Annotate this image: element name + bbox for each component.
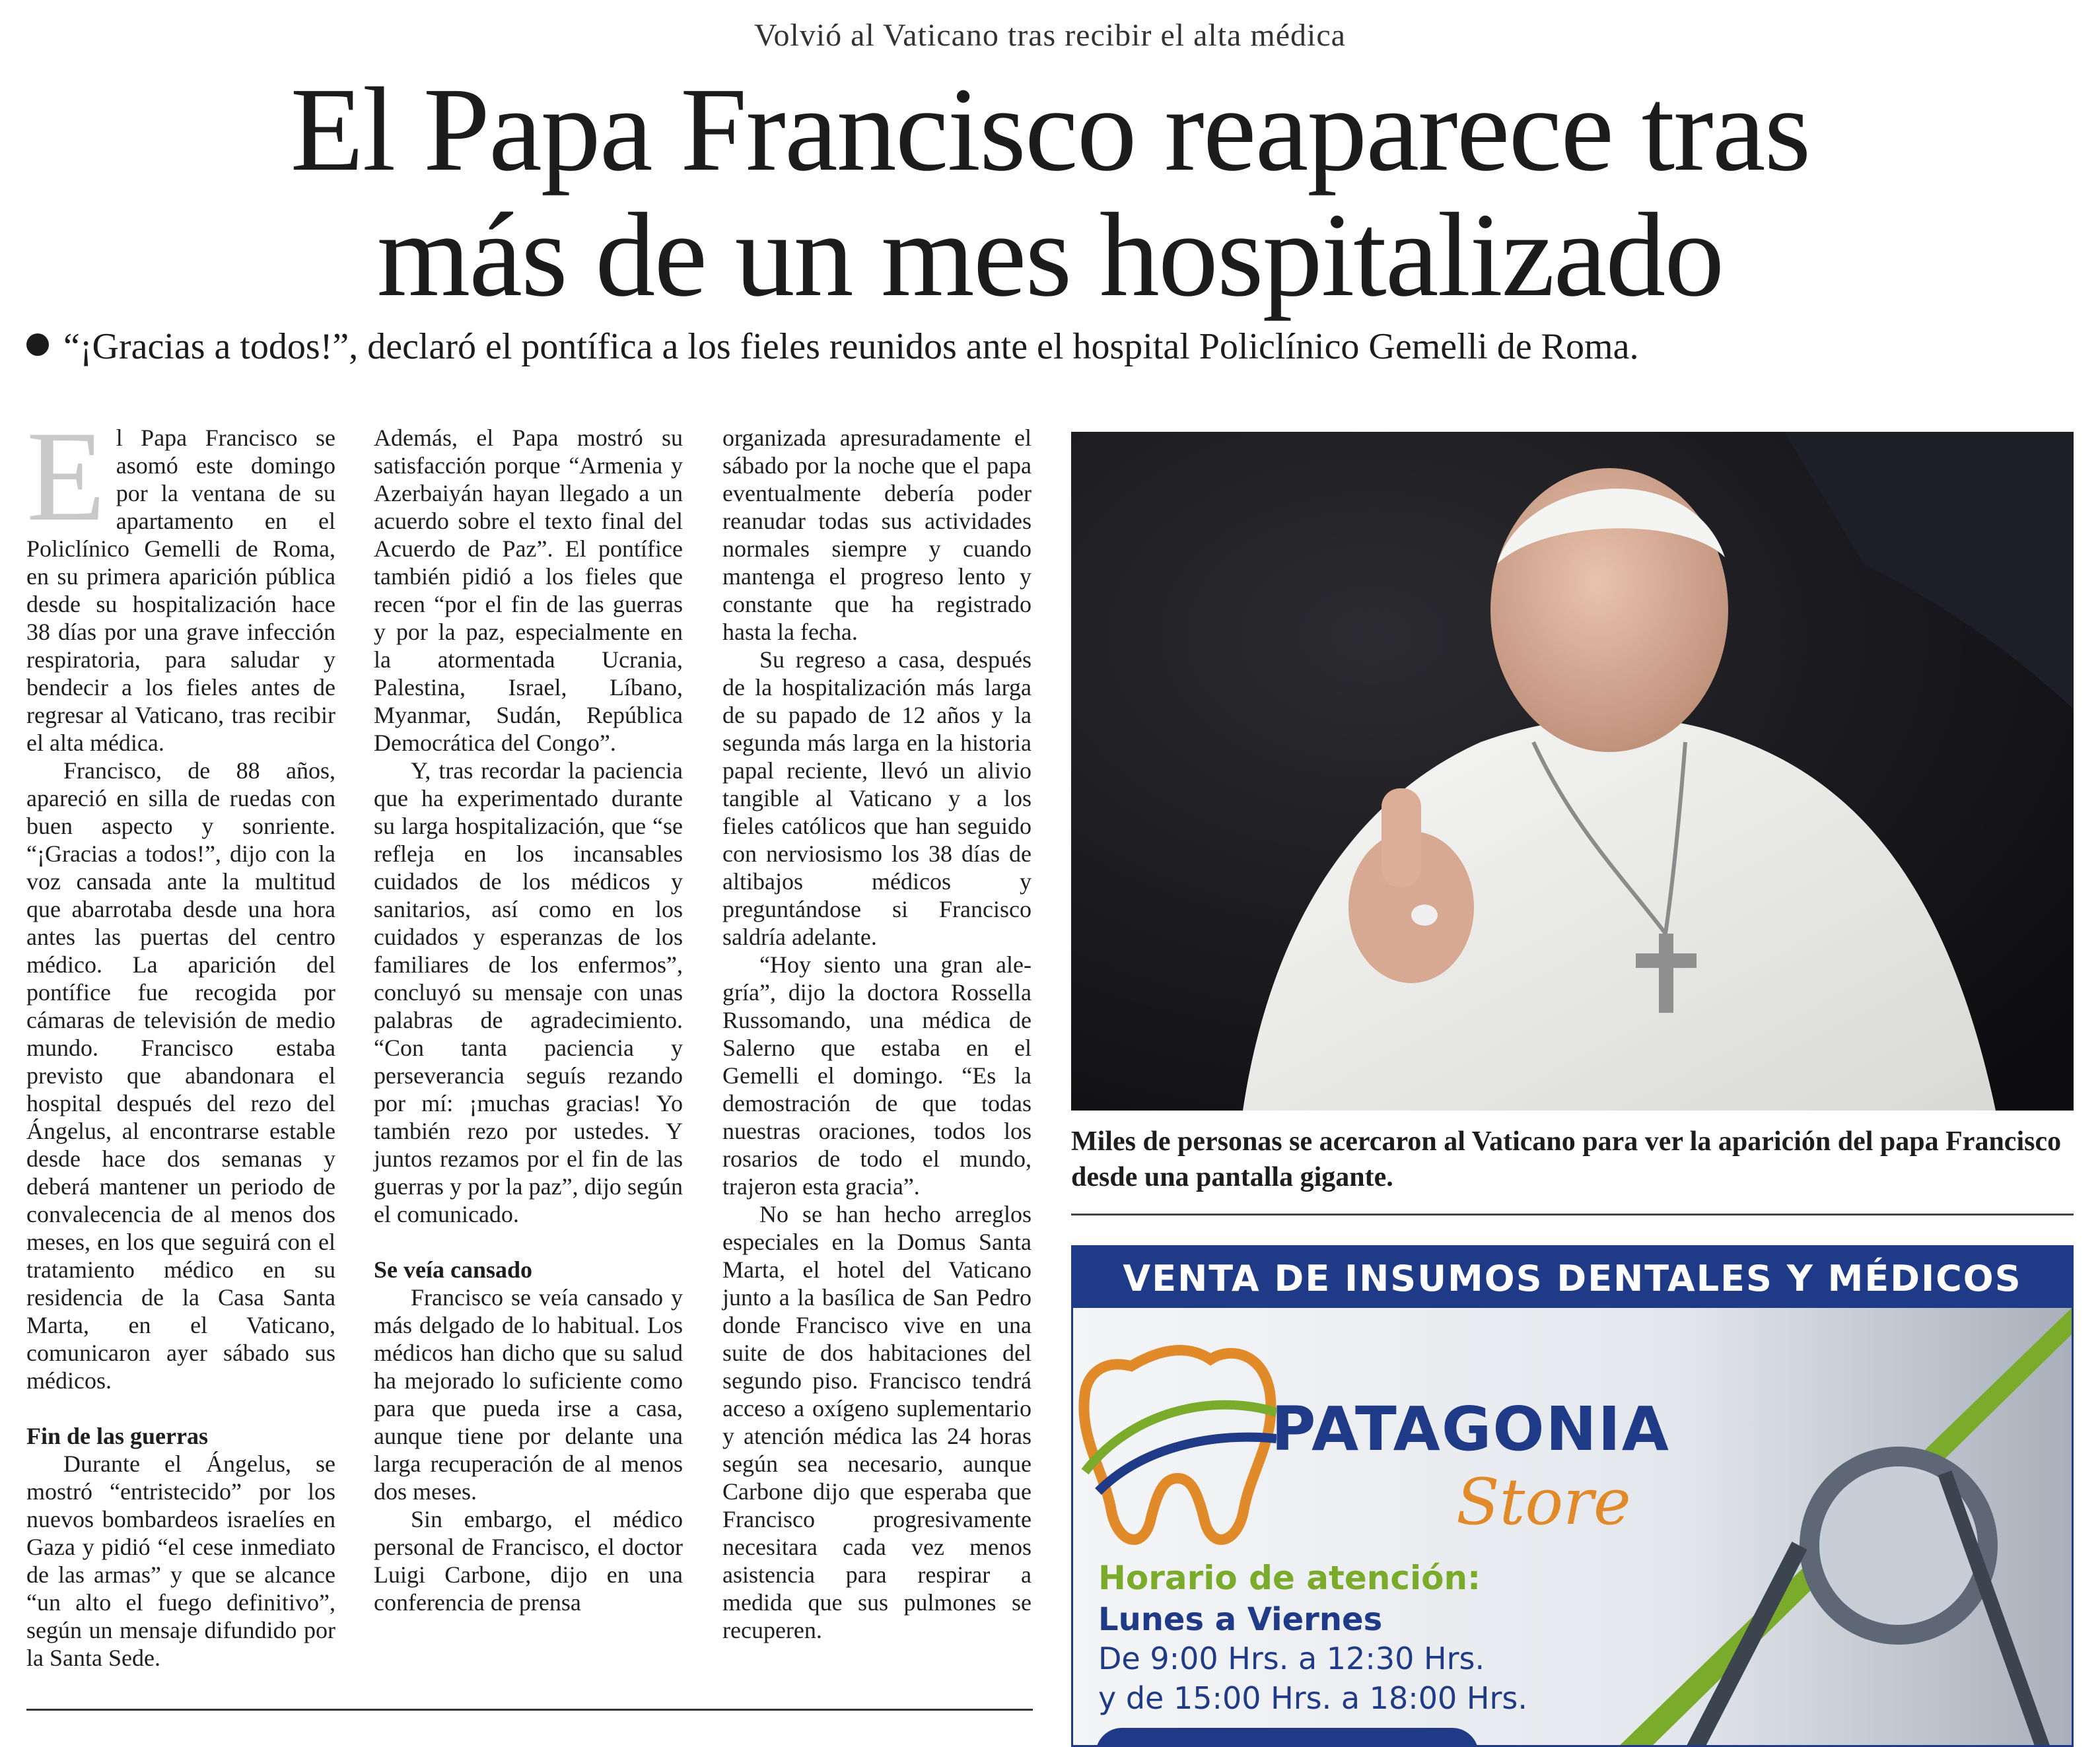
paragraph [26,405,335,757]
article-column-2 [374,424,683,1616]
tooth-logo-icon [1078,1340,1277,1558]
subhead: Fin de las guerras [26,1423,208,1449]
pope-photo-illustration [1071,432,2074,1111]
paragraph: Durante el Ángelus, se mostró “entristecido” por los nuevos bombardeos israelíes en Gaza y pidió “el cese inmediato de las armas” y que se alcance “un alto el fuego definitivo”, según un mensaje difundido por la Santa Sede. [26,1451,335,1671]
deck-text: “¡Gracias a todos!”, declaró el pontífica a los fieles reunidos ante el hospital Policlínico Gemelli de Roma. [63,326,1639,367]
pope-photo [1071,432,2074,1111]
photo-caption: Miles de personas se acercaron al Vaticano para ver la aparición del papa Francisco desde una pantalla gigante. [1071,1126,2062,1192]
deck [26,324,2074,370]
paragraph: “Hoy siento una gran alegría”, dijo la doctora Rossella Russomando, una médica de Salerno que estaba en el Gemelli el domingo. “Es la demostración de que todas nuestras oraciones, todos los rosarios de todo el mundo, trajeron esta gracia”. [722,951,1032,1200]
ad-hours-title: Horario de atención: [1098,1559,1481,1597]
paragraph: organizada apresuradamente el sábado por la noche que el papa eventualmente debería poder reanudar todas sus actividades normales siempre y cuando mantenga el progreso lento y constante que ha registrado hasta la fecha. [722,425,1032,645]
headline [0,63,2100,322]
paragraph: Francisco se veía cansado y más delgado de lo habitual. Los médicos han dicho que su salud ha mejorado lo suficiente como para que pueda irse a casa, aunque tiene por delante una larga recuperación de al menos dos meses. [374,1284,683,1505]
ad-phone-pill [1096,1728,1479,1747]
ad-brand: PATAGONIA [1271,1394,1671,1464]
ad-brand-sub: Store [1456,1465,1631,1539]
kicker: Volvió al Vaticano tras recibir el alta médica [754,18,1346,53]
subhead: Se veía cansado [374,1256,533,1283]
dropcap: E [26,405,106,548]
article-column-1 [26,405,335,1672]
ad-hours-days: Lunes a Viernes [1098,1601,1383,1638]
headline-line-2: más de un mes hospitalizado [376,189,1724,322]
bottom-rule [26,1709,1033,1711]
paragraph-text: l Papa Francisco se asomó este domingo por la ventana de su apartamento en el Policlínico Gemelli de Roma, en su primera aparición pública desde su hospitalización hace 38 días por una grave infección respiratoria, para saludar y bendecir a los fieles antes de regresar al Vaticano, tras recibir el alta médica. [26,425,335,756]
bullet-icon [26,333,49,356]
paragraph: Sin embargo, el médico personal de Francisco, el doctor Luigi Carbone, dijo en una conferencia de prensa [374,1506,683,1616]
paragraph: Su regreso a casa, después de la hospitalización más larga de su papado de 12 años y la segunda más larga en la historia papal reciente, llevó un alivio tangible al Vaticano y a los fieles católicos que han seguido con nerviosismo los 38 días de altibajos médicos y preguntándose si Francisco saldría adelante. [722,646,1032,950]
headline-line-1: El Papa Francisco reaparece tras [290,63,1810,196]
paragraph: Y, tras recordar la paciencia que ha experimentado durante su larga hospitalización, que “se refleja en los incansables cuidados de los médicos y sanitarios, así como en los cuidados y esperanzas de los familiares de los enfermos”, concluyó su mensaje con unas palabras de agradecimiento. “Con tanta paciencia y perseverancia seguís rezando por mí: ¡muchas gracias! Yo también rezo por ustedes. Y juntos rezamos por el fin de las guerras y por la paz”, dijo según el comunicado. [374,757,683,1227]
paragraph: No se han hecho arreglos especiales en la Domus Santa Marta, el hotel del Vaticano junto a la basílica de San Pedro donde Francisco vive en una suite de dos habitaciones del segundo piso. Francisco tendrá acceso a oxígeno suplementario y atención médica las 24 horas según sea necesario, aunque Carbone dijo que esperaba que Francisco progresivamente necesitara cada vez menos asistencia para respirar a medida que sus pulmones se recuperen. [722,1201,1032,1643]
ad-banner: VENTA DE INSUMOS DENTALES Y MÉDICOS [1073,1247,2072,1308]
ad-hours-line: De 9:00 Hrs. a 12:30 Hrs. [1098,1641,1485,1676]
paragraph: Además, el Papa mostró su satisfacción porque “Armenia y Azerbaiyán hayan llegado a un acuerdo sobre el texto final del Acuerdo de Paz”. El pontífice también pidió a los fieles que recen “por el fin de las guerras y por la paz, especialmente en la atormentada Ucrania, Palestina, Israel, Líbano, Myanmar, Sudán, República Democrática del Congo”. [374,425,683,756]
caption-rule [1071,1214,2074,1216]
paragraph: Francisco, de 88 años, apareció en silla de ruedas con buen aspecto y sonriente. “¡Gracias a todos!”, dijo con la voz cansada ante la multitud que abarrotaba desde una hora antes las puertas del centro médico. La aparición del pontífice fue recogida por cámaras de televisión de medio mundo. Francisco estaba previsto que abandonara el hospital después del rezo del Ángelus, al encontrarse estable desde hace dos semanas y deberá mantener un periodo de convalecencia de al menos dos meses, en los que seguirá con el tratamiento médico en su residencia de la Casa Santa Marta, en el Vaticano, comunicaron ayer sábado sus médicos. [26,757,335,1394]
ad-hours-line: y de 15:00 Hrs. a 18:00 Hrs. [1098,1680,1527,1716]
article-column-3 [722,424,1032,1644]
advertisement [1071,1245,2074,1747]
